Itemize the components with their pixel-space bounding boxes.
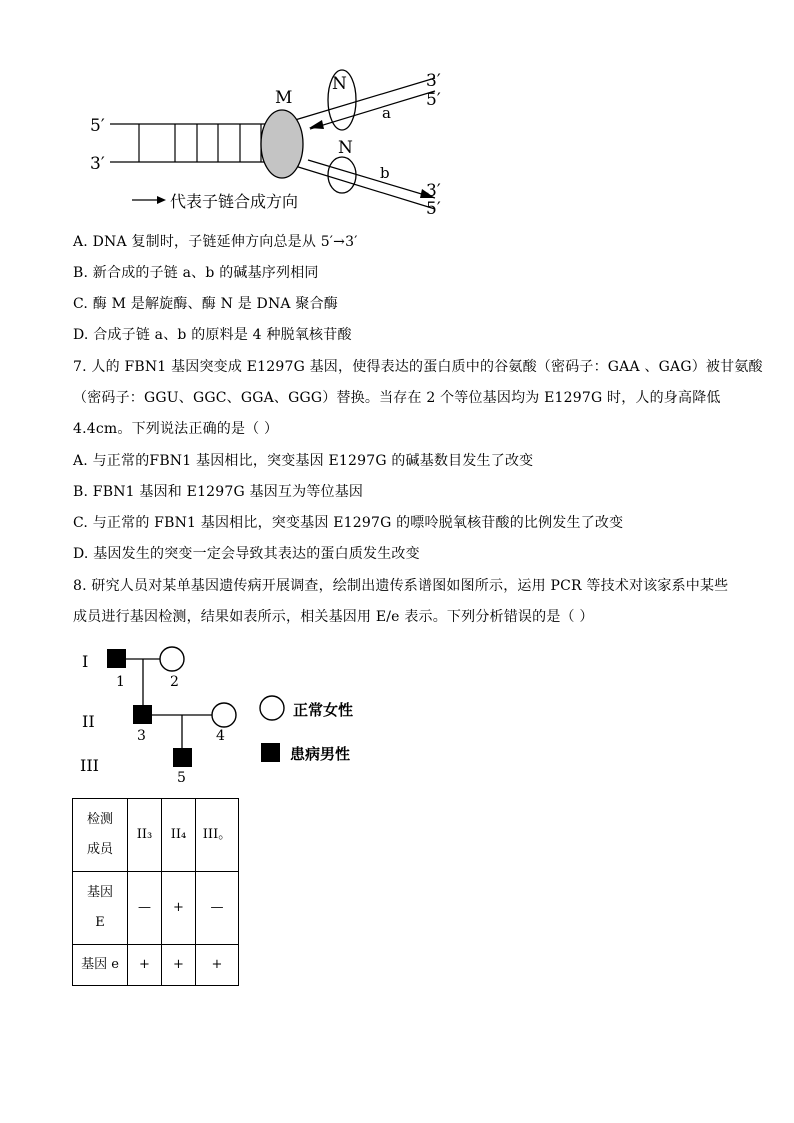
individual-i2-normal-female [160,647,184,671]
table-cell: — [196,872,239,945]
enzyme-n-bottom-shape [328,157,356,193]
header-cell-iii: III。 [196,799,239,872]
q6-option-d: D. 合成子链 a、b 的原料是 4 种脱氧核苷酸 [73,327,352,343]
caption-text: 代表子链合成方向 [170,192,299,211]
label-5prime-left: 5′ [90,116,105,136]
q7-option-b: B. FBN1 基因和 E1297G 基因互为等位基因 [73,484,364,500]
label-enzyme-n-bottom: N [338,138,353,158]
parental-strand-lower [295,166,435,209]
individual-number-1: 1 [116,674,125,690]
table-header-row [73,799,239,872]
pedigree-legend-symbols [256,694,288,768]
replication-diagram [80,65,460,220]
q6-option-b: B. 新合成的子链 a、b 的碱基序列相同 [73,265,319,281]
daughter-strand-b [308,160,435,198]
table-cell: + [162,872,196,945]
table-cell: + [162,945,196,986]
row-label-gene-e-recessive: 基因 e [73,945,128,986]
enzyme-m-shape [261,110,303,178]
legend-normal-female-icon [260,696,284,720]
label-enzyme-m: M [275,88,293,108]
label-strand-b: b [380,164,390,182]
q7-stem-line-2: （密码子：GGU、GGC、GGA、GGG）替换。当存在 2 个等位基因均为 E1297G 时，人的身高降低 [73,390,721,406]
legend-affected-male-label: 患病男性 [290,745,351,763]
strand-a-arrowhead [309,120,324,129]
label-top-right-5prime: 5′ [426,90,441,110]
q7-option-d: D. 基因发生的突变一定会导致其表达的蛋白质发生改变 [73,546,420,562]
header-text-member: 检测成员 [86,812,113,857]
pedigree-chart [100,640,250,770]
label-bottom-right-5prime: 5′ [426,199,441,219]
q8-stem-line-2: 成员进行基因检测，结果如表所示，相关基因用 E/e 表示。下列分析错误的是（ ） [73,609,594,625]
individual-number-3: 3 [137,728,146,744]
q6-option-a: A. DNA 复制时，子链延伸方向总是从 5′→3′ [73,234,358,250]
gene-detection-table [72,798,239,986]
generation-label-iii: III [80,756,99,775]
label-3prime-left: 3′ [90,154,105,174]
legend-affected-male-icon [261,743,280,762]
row-label-gene-e-dominant [73,872,128,945]
label-enzyme-n-top: N [332,74,347,94]
q6-option-c: C. 酶 M 是解旋酶、酶 N 是 DNA 聚合酶 [73,296,338,312]
table-cell: — [128,872,162,945]
table-cell: + [196,945,239,986]
q8-stem-line-1: 8. 研究人员对某单基因遗传病开展调查，绘制出遗传系谱图如图所示，运用 PCR 等技术对该家系中某些 [73,578,729,594]
row-label-text: 基因 E [86,885,113,930]
legend-normal-female-label: 正常女性 [293,701,354,719]
label-strand-a: a [382,104,391,122]
individual-ii4-normal-female [212,703,236,727]
table-cell: + [128,945,162,986]
individual-ii3-affected-male [133,705,152,724]
q7-stem-line-3: 4.4cm。下列说法正确的是（ ） [73,421,279,437]
q7-stem-line-1: 7. 人的 FBN1 基因突变成 E1297G 基因，使得表达的蛋白质中的谷氨酸（密码子：GAA 、GAG）被甘氨酸 [73,359,763,375]
generation-label-i: I [82,652,89,671]
header-cell-ii4: II₄ [162,799,196,872]
q7-option-a: A. 与正常的FBN1 基因相比，突变基因 E1297G 的碱基数目发生了改变 [73,453,534,469]
individual-number-5: 5 [177,770,186,786]
label-top-right-3prime: 3′ [426,71,441,91]
parental-strand-upper [295,78,435,120]
caption-arrow-head [157,196,166,204]
individual-number-4: 4 [216,728,225,744]
table-row [73,945,239,986]
header-cell-ii3: II₃ [128,799,162,872]
individual-i1-affected-male [107,649,126,668]
q7-option-c: C. 与正常的 FBN1 基因相比，突变基因 E1297G 的嘌呤脱氧核苷酸的比例发生了改变 [73,515,624,531]
individual-number-2: 2 [170,674,179,690]
header-cell-member [73,799,128,872]
label-bottom-right-3prime: 3′ [426,181,441,201]
table-row [73,872,239,945]
generation-label-ii: II [82,712,95,731]
individual-iii5-affected-male [173,748,192,767]
